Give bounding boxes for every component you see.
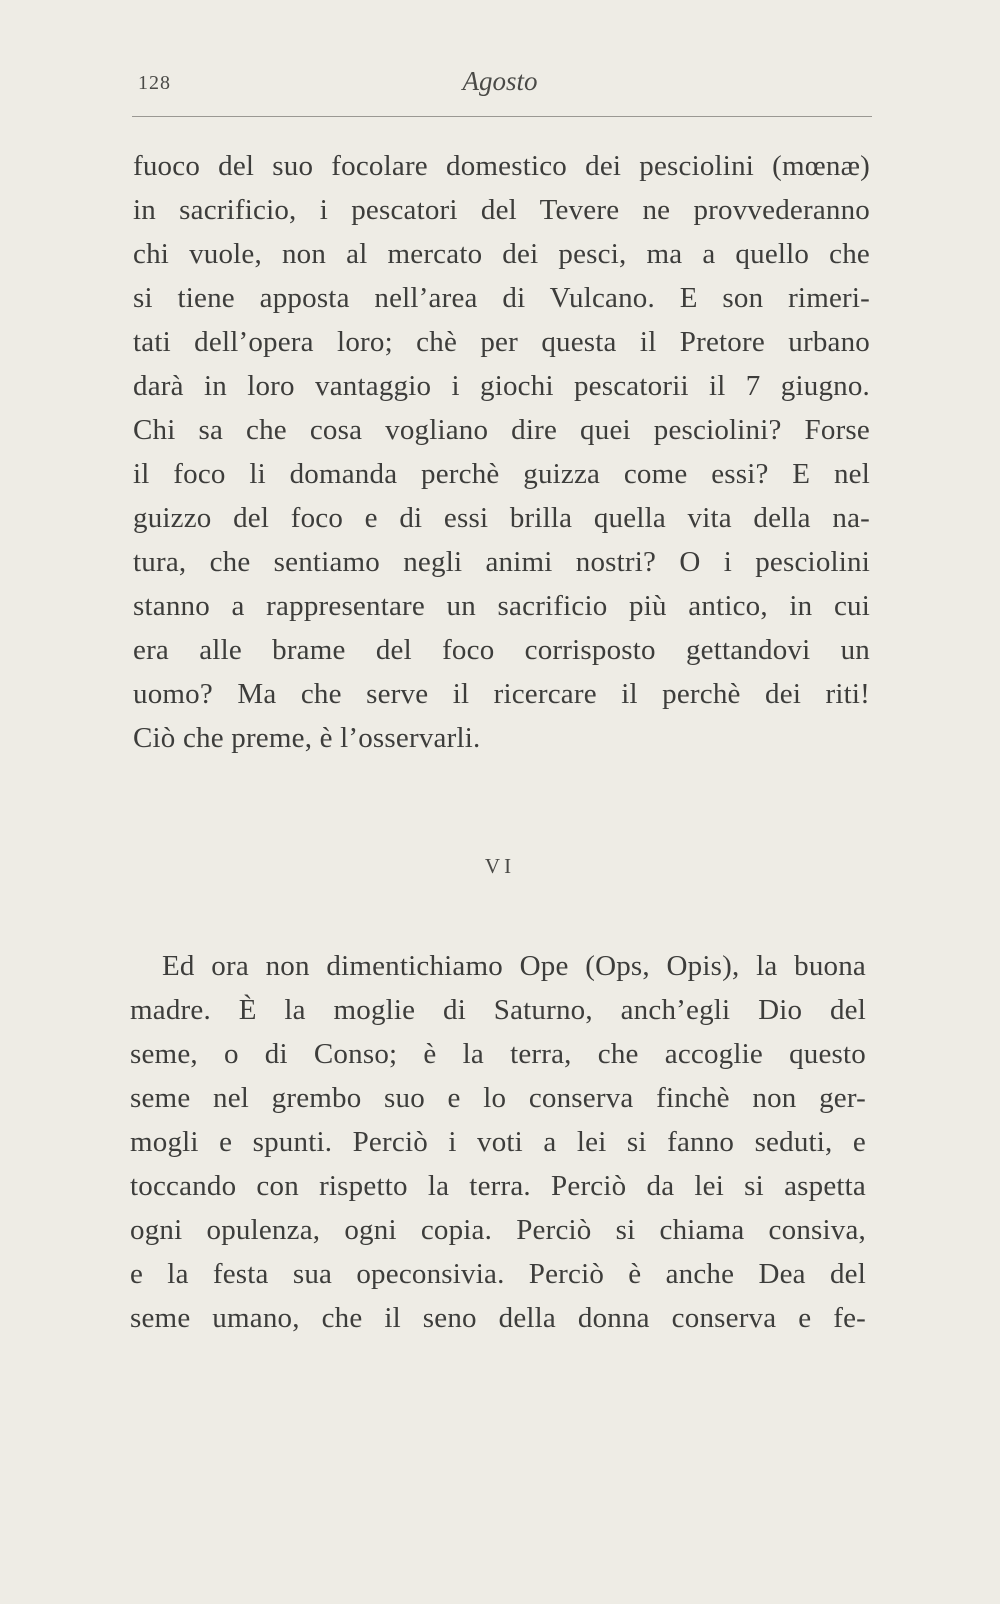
text-line: in sacrificio, i pescatori del Tevere ne provvederanno bbox=[133, 194, 870, 226]
paragraph-1 bbox=[133, 144, 870, 760]
text-line: darà in loro vantaggio i giochi pescatorii il 7 giugno. bbox=[133, 370, 870, 402]
text-line: Chi sa che cosa vogliano dire quei pesciolini? Forse bbox=[133, 414, 870, 446]
paragraph-2 bbox=[130, 944, 866, 1340]
text-line: tura, che sentiamo negli animi nostri? O i pesciolini bbox=[133, 546, 870, 578]
text-line: mogli e spunti. Perciò i voti a lei si fanno seduti, e bbox=[130, 1126, 866, 1158]
text-line: madre. È la moglie di Saturno, anch’egli Dio del bbox=[130, 994, 866, 1026]
text-line: Ciò che preme, è l’osservarli. bbox=[133, 722, 481, 754]
text-line: era alle brame del foco corrisposto gettandovi un bbox=[133, 634, 870, 666]
text-line: e la festa sua opeconsivia. Perciò è anche Dea del bbox=[130, 1258, 866, 1290]
running-title: Agosto bbox=[462, 66, 538, 96]
page-number: 128 bbox=[138, 72, 171, 94]
text-line: seme, o di Conso; è la terra, che accoglie questo bbox=[130, 1038, 866, 1070]
text-line: fuoco del suo focolare domestico dei pesciolini (mœnæ) bbox=[133, 150, 870, 182]
text-line: uomo? Ma che serve il ricercare il perchè dei riti! bbox=[133, 678, 870, 710]
header-rule bbox=[132, 116, 872, 117]
text-line: seme umano, che il seno della donna conserva e fe- bbox=[130, 1302, 866, 1334]
text-line: ogni opulenza, ogni copia. Perciò si chiama consiva, bbox=[130, 1214, 866, 1246]
text-line: seme nel grembo suo e lo conserva finchè non ger- bbox=[130, 1082, 866, 1114]
section-heading: VI bbox=[484, 854, 516, 878]
text-line: chi vuole, non al mercato dei pesci, ma a quello che bbox=[133, 238, 870, 270]
text-line: si tiene apposta nell’area di Vulcano. E son rimeri- bbox=[133, 282, 870, 314]
text-line: tati dell’opera loro; chè per questa il Pretore urbano bbox=[133, 326, 870, 358]
text-line: stanno a rappresentare un sacrificio più antico, in cui bbox=[133, 590, 870, 622]
text-line: il foco li domanda perchè guizza come essi? E nel bbox=[133, 458, 870, 490]
text-line: guizzo del foco e di essi brilla quella vita della na- bbox=[133, 502, 870, 534]
text-line: Ed ora non dimentichiamo Ope (Ops, Opis), la buona bbox=[162, 950, 866, 982]
text-line: toccando con rispetto la terra. Perciò da lei si aspetta bbox=[130, 1170, 866, 1202]
